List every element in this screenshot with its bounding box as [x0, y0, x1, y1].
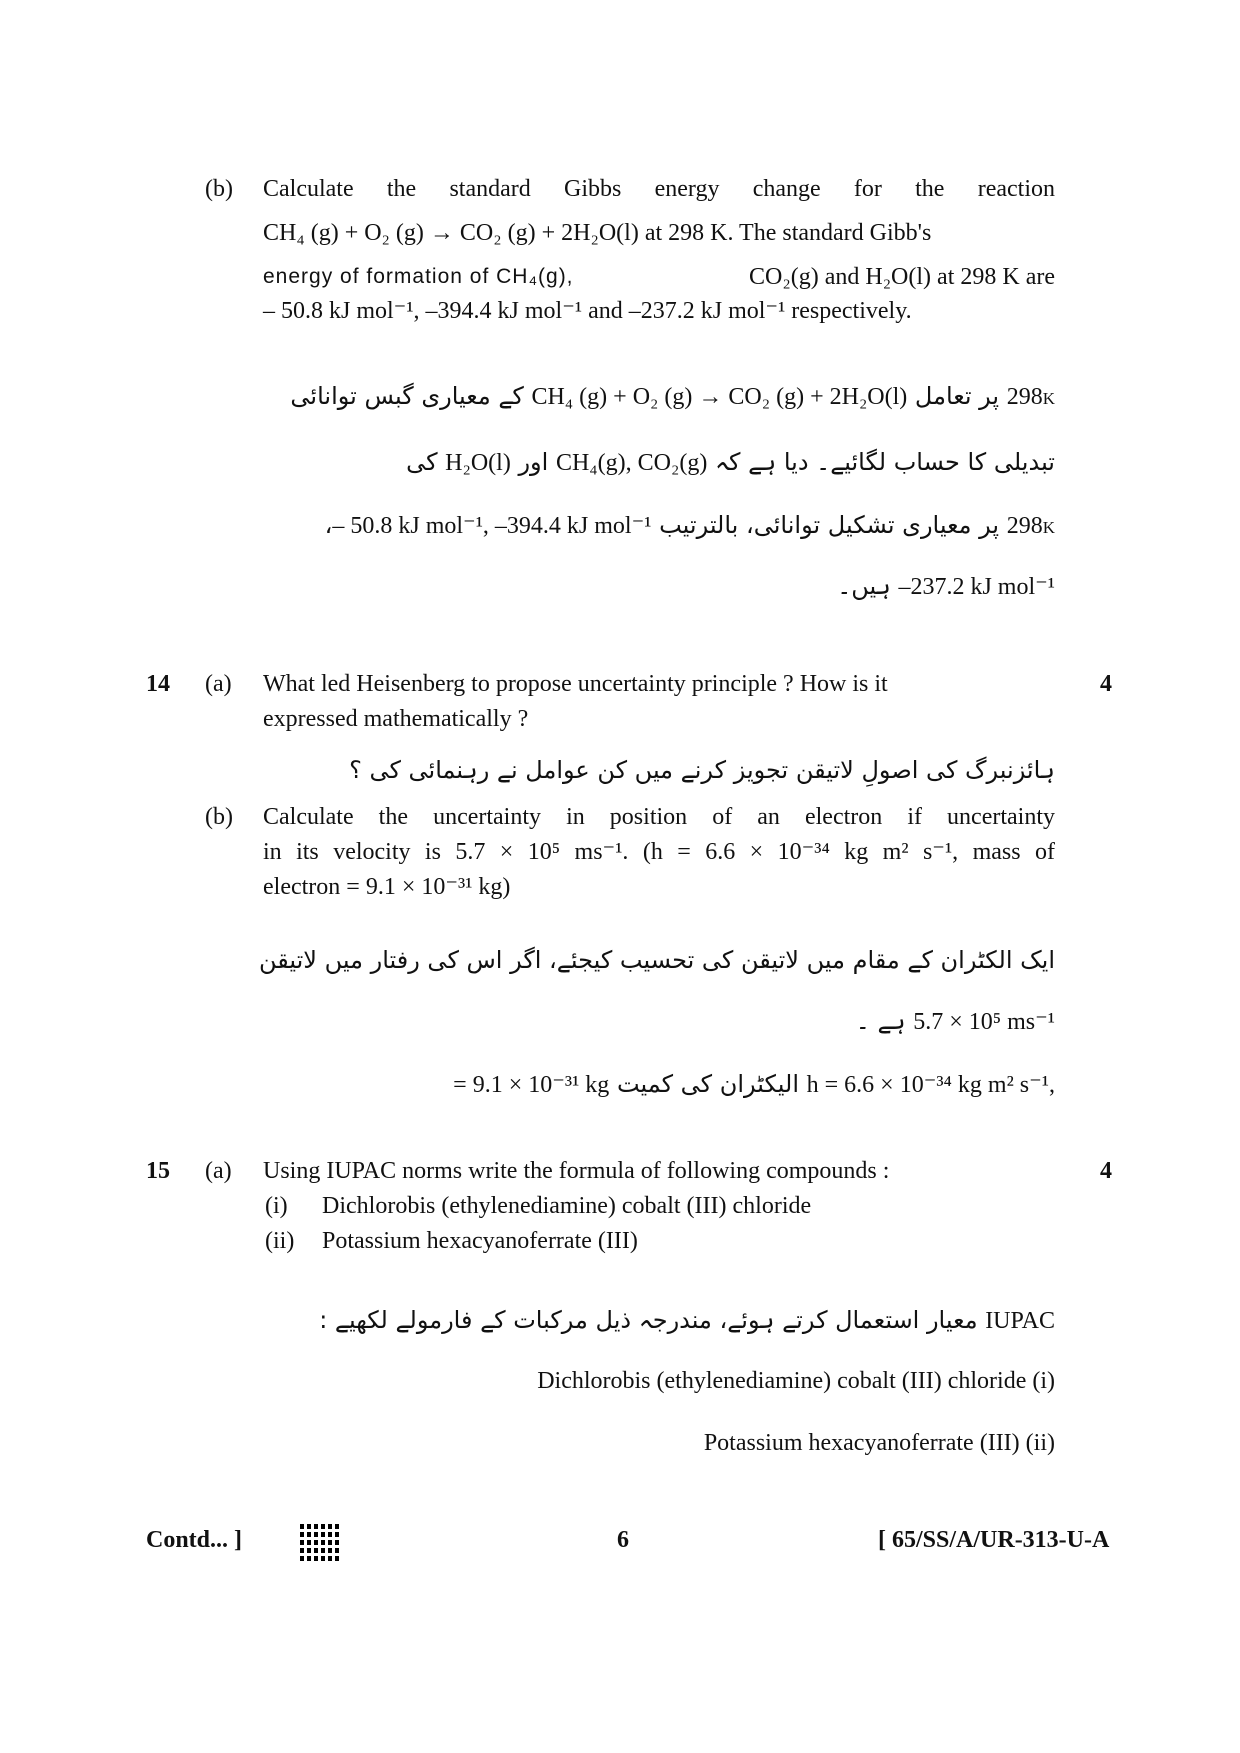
q13b-ur-line1-c: کے معیاری گبس توانائی	[290, 382, 532, 410]
q14b-en-line3: electron = 9.1 × 10⁻³¹ kg)	[263, 874, 511, 900]
q13b-ur-line3-d: ،	[324, 511, 333, 539]
q14b-ur-line2-b: ہے ۔	[855, 1007, 914, 1035]
q14b-ur-line3	[453, 1066, 1055, 1102]
q13b-en-line4: – 50.8 kJ mol⁻¹, –394.4 kJ mol⁻¹ and –237.2 kJ mol⁻¹ respectively.	[263, 298, 912, 324]
q14b-ur-text: ایک الکٹران کے مقام میں لاتیقن کی تحسیب کیجئے، اگر اس کی رفتار میں لاتیقن	[258, 946, 1055, 974]
q15a-ur-text: معیار استعمال کرتے ہوئے، مندرجہ ذیل مرکبات کے فارمولے لکھیے :	[319, 1306, 986, 1334]
q14b-en-line1: Calculate the uncertainty in position of an electron if uncertainty	[263, 804, 1055, 830]
q15a-item1: Dichlorobis (ethylenediamine) cobalt (III) chloride	[322, 1193, 812, 1219]
q14a-en-line1: What led Heisenberg to propose uncertainty principle ? How is it	[263, 671, 888, 697]
footer-page-number: 6	[617, 1527, 629, 1553]
q13b-ur-line2-b: CH₄(g), CO₂(g)	[555, 450, 708, 476]
footer-contd: Contd... ]	[146, 1527, 243, 1553]
q13b-ur-line4-a: –237.2 kJ mol⁻¹	[898, 574, 1055, 600]
q13b-ur-line1	[290, 378, 1055, 416]
q14b-part-label: (b)	[205, 804, 233, 830]
q15a-ur-item1: Dichlorobis (ethylenediamine) cobalt (III) chloride (i)	[537, 1368, 1055, 1394]
q13b-en-line3	[263, 262, 1055, 292]
q14b-ur-line3-a: h = 6.6 × 10⁻³⁴ kg m² s⁻¹,	[806, 1072, 1055, 1098]
q15-marks-value: 4	[1100, 1158, 1112, 1184]
footer-paper-code: [ 65/SS/A/UR-313-U-A	[878, 1527, 1110, 1553]
q13b-ur-line2-e: کی	[406, 448, 446, 476]
q14-marks: 4	[1100, 671, 1112, 697]
q13b-en-line1: Calculate the standard Gibbs energy change for the reaction	[263, 176, 1055, 202]
q13b-ur-line4-b: ہیں۔	[837, 572, 899, 600]
q14b-ur-line1	[259, 942, 1055, 977]
q13b-ur-line2-c: اور	[510, 448, 556, 476]
q14a-ur-line1	[349, 752, 1055, 787]
q14a-part-label: (a)	[205, 671, 232, 697]
q13b-ur-temp: 298K	[1006, 384, 1055, 410]
q13b-ur-line1-b: پر تعامل	[907, 382, 1007, 410]
q13b-en-line3-b: CO₂(g) and H₂O(l) at 298 K are	[749, 264, 1055, 290]
q13b-reaction: CH₄ (g) + O₂ (g) → CO₂ (g) + 2H₂O(l)	[263, 220, 639, 246]
q15a-en-line1: Using IUPAC norms write the formula of following compounds :	[263, 1158, 890, 1184]
q15a-item2-num: (ii)	[265, 1228, 295, 1254]
q14a-ur-text: ہائزنبرگ کی اصولِ لاتیقن تجویز کرنے میں کن عوامل نے رہنمائی کی ؟	[349, 756, 1055, 784]
q14b-ur-line3-b: الیکٹران کی کمیت	[609, 1070, 807, 1098]
q13b-ur-line2	[406, 444, 1055, 480]
q14b-ur-line2-a: 5.7 × 10⁵ ms⁻¹	[913, 1009, 1055, 1035]
q13b-ur-temp2: 298K	[1006, 513, 1055, 539]
q15a-item2: Potassium hexacyanoferrate (III)	[322, 1228, 638, 1254]
q13b-en-line2-rest: at 298 K. The standard Gibb's	[638, 220, 932, 246]
q13b-ur-line2-a: تبدیلی کا حساب لگائیے۔ دیا ہے کہ	[707, 448, 1055, 476]
q14b-ur-line3-c: = 9.1 × 10⁻³¹ kg	[453, 1072, 610, 1098]
qr-code-icon	[300, 1521, 340, 1561]
q15a-part-label: (a)	[205, 1158, 232, 1184]
q13b-ur-line3-c: – 50.8 kJ mol⁻¹, –394.4 kJ mol⁻¹	[332, 513, 652, 539]
q13b-ur-reaction: CH₄ (g) + O₂ (g) → CO₂ (g) + 2H₂O(l)	[531, 384, 908, 410]
q14b-ur-line2	[856, 1003, 1055, 1039]
q13b-ur-line2-d: H₂O(l)	[445, 450, 511, 476]
q13b-ur-line4	[837, 568, 1055, 604]
q15a-item1-num: (i)	[265, 1193, 288, 1219]
q15a-ur-item2: Potassium hexacyanoferrate (III) (ii)	[703, 1430, 1055, 1456]
q13b-en-line2	[263, 218, 931, 248]
q13b-part-label: (b)	[205, 176, 233, 202]
q15a-ur-line1	[319, 1302, 1055, 1338]
q14b-en-line2: in its velocity is 5.7 × 10⁵ ms⁻¹. (h = 6.6 × 10⁻³⁴ kg m² s⁻¹, mass of	[263, 839, 1055, 865]
q13b-ur-line3-b: پر معیاری تشکیل توانائی، بالترتیب	[651, 511, 1007, 539]
q15a-ur-iupac: IUPAC	[985, 1308, 1055, 1334]
q13b-ur-line3	[325, 507, 1055, 545]
q13b-en-line3-a: energy of formation of CH₄(g),	[263, 265, 574, 288]
q14-number: 14	[146, 671, 170, 697]
q15-number: 15	[146, 1158, 170, 1184]
q14a-en-line2: expressed mathematically ?	[263, 706, 529, 732]
